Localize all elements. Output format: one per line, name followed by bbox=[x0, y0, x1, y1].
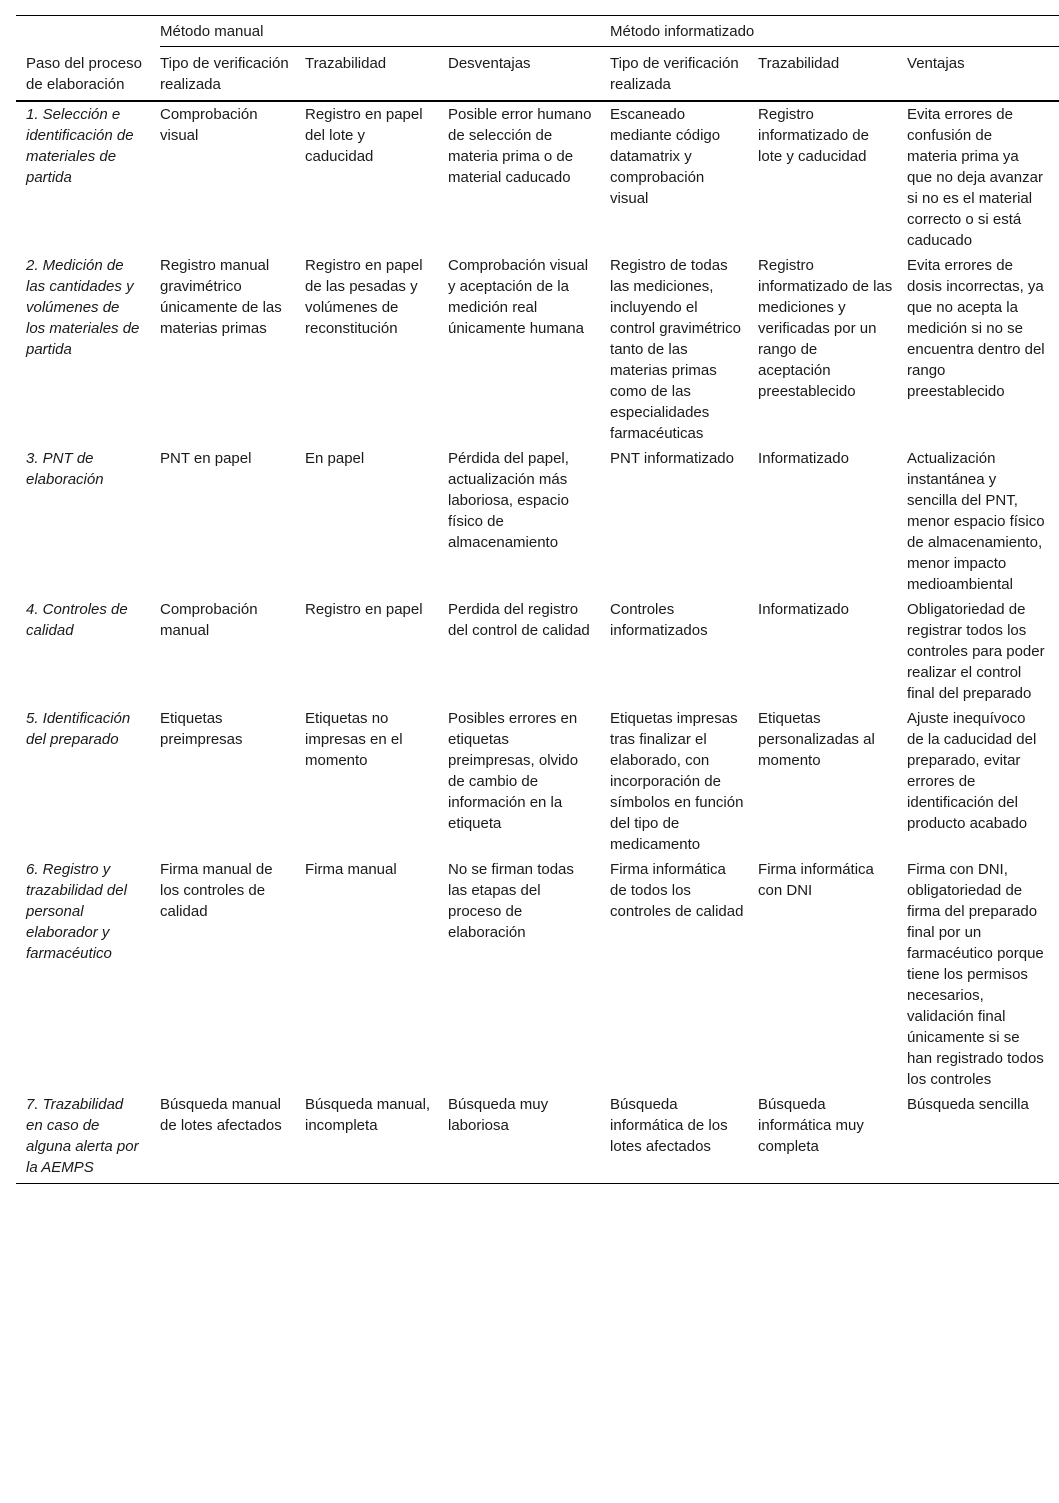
manual-desventajas-cell: Posibles errores en etiquetas preimpresas, olvido de cambio de información en la etiqueta bbox=[448, 710, 579, 832]
group-header-row bbox=[16, 16, 1059, 47]
step-cell: 4. Controles de calidad bbox=[26, 601, 128, 639]
group-header-manual: Método manual bbox=[160, 16, 610, 47]
manual-desventajas-cell: Comprobación visual y aceptación de la medición real únicamente humana bbox=[448, 257, 589, 337]
info-trazabilidad-cell: Informatizado bbox=[758, 450, 849, 467]
manual-desventajas-cell: Posible error humano de selección de materia prima o de material caducado bbox=[448, 106, 592, 186]
manual-desventajas-cell: Perdida del registro del control de calidad bbox=[448, 601, 590, 639]
info-tipo-cell: Registro de todas las mediciones, incluyendo el control gravimétrico tanto de las materias primas como de las especialidades farmacéuticas bbox=[610, 257, 741, 442]
group-header-informatizado: Método informatizado bbox=[610, 16, 1059, 47]
step-cell: 2. Medición de las cantidades y volúmenes de los materiales de partida bbox=[26, 257, 140, 358]
info-ventajas-cell: Búsqueda sencilla bbox=[907, 1093, 1059, 1184]
manual-trazabilidad-cell: Registro en papel de las pesadas y volúmenes de reconstitución bbox=[305, 257, 423, 337]
column-header-info-trazabilidad: Trazabilidad bbox=[758, 47, 907, 102]
manual-tipo-cell: Firma manual de los controles de calidad bbox=[160, 861, 273, 920]
info-ventajas-cell: Evita errores de confusión de materia prima ya que no deja avanzar si no es el material correcto o si está caducado bbox=[907, 106, 1043, 249]
info-ventajas-cell: Firma con DNI, obligatoriedad de firma del preparado final por un farmacéutico porque tiene los permisos necesarios, validación final únicamente si se han registrado todos los controles bbox=[907, 861, 1044, 1088]
manual-trazabilidad-cell: Registro en papel del lote y caducidad bbox=[305, 106, 423, 165]
step-cell: 7. Trazabilidad en caso de alguna alerta por la AEMPS bbox=[16, 1093, 160, 1184]
table-header bbox=[16, 16, 1059, 102]
column-header-step: Paso del proceso de elaboración bbox=[16, 47, 160, 102]
column-header-manual-desventajas: Desventajas bbox=[448, 47, 610, 102]
manual-tipo-cell: PNT en papel bbox=[160, 450, 252, 467]
table-row bbox=[16, 101, 1059, 254]
manual-desventajas-cell: Búsqueda muy laboriosa bbox=[448, 1093, 610, 1184]
table-row bbox=[16, 707, 1059, 858]
info-tipo-cell: Escaneado mediante código datamatrix y comprobación visual bbox=[610, 106, 721, 207]
info-ventajas-cell: Ajuste inequívoco de la caducidad del preparado, evitar errores de identificación del producto acabado bbox=[907, 710, 1037, 832]
step-cell: 1. Selección e identificación de materiales de partida bbox=[26, 106, 134, 186]
manual-desventajas-cell: Pérdida del papel, actualización más laboriosa, espacio físico de almacenamiento bbox=[448, 450, 569, 551]
info-tipo-cell: PNT informatizado bbox=[610, 450, 734, 467]
info-tipo-cell: Controles informatizados bbox=[610, 601, 708, 639]
manual-tipo-cell: Comprobación visual bbox=[160, 106, 258, 144]
info-tipo-cell: Etiquetas impresas tras finalizar el elaborado, con incorporación de símbolos en función del tipo de medicamento bbox=[610, 710, 744, 853]
manual-trazabilidad-cell: En papel bbox=[305, 450, 365, 467]
info-trazabilidad-cell: Registro informatizado de las mediciones y verificadas por un rango de aceptación preestablecido bbox=[758, 257, 893, 400]
manual-tipo-cell: Comprobación manual bbox=[160, 601, 258, 639]
comparison-table bbox=[16, 15, 1059, 1184]
column-header-info-ventajas: Ventajas bbox=[907, 47, 1059, 102]
info-trazabilidad-cell: Informatizado bbox=[758, 601, 849, 618]
table-row bbox=[16, 858, 1059, 1093]
step-cell: 5. Identificación del preparado bbox=[26, 710, 131, 748]
info-ventajas-cell: Actualización instantánea y sencilla del PNT, menor espacio físico de almacenamiento, menor impacto medioambiental bbox=[907, 450, 1045, 593]
info-trazabilidad-cell: Búsqueda informática muy completa bbox=[758, 1093, 907, 1184]
table-body bbox=[16, 101, 1059, 1184]
column-header-manual-trazabilidad: Trazabilidad bbox=[305, 47, 448, 102]
table-row bbox=[16, 598, 1059, 707]
manual-trazabilidad-cell: Etiquetas no impresas en el momento bbox=[305, 710, 403, 769]
info-tipo-cell: Firma informática de todos los controles de calidad bbox=[610, 861, 744, 920]
table-row bbox=[16, 254, 1059, 447]
info-trazabilidad-cell: Etiquetas personalizadas al momento bbox=[758, 710, 875, 769]
info-trazabilidad-cell: Registro informatizado de lote y caducidad bbox=[758, 106, 869, 165]
info-tipo-cell: Búsqueda informática de los lotes afectados bbox=[610, 1093, 758, 1184]
info-trazabilidad-cell: Firma informática con DNI bbox=[758, 861, 874, 899]
manual-trazabilidad-cell: Firma manual bbox=[305, 861, 397, 878]
step-cell: 6. Registro y trazabilidad del personal elaborador y farmacéutico bbox=[26, 861, 127, 962]
empty-header-cell bbox=[16, 16, 160, 47]
column-header-info-tipo: Tipo de verificación realizada bbox=[610, 47, 758, 102]
column-header-manual-tipo: Tipo de verificación realizada bbox=[160, 47, 305, 102]
manual-tipo-cell: Búsqueda manual de lotes afectados bbox=[160, 1093, 305, 1184]
table-row bbox=[16, 1093, 1059, 1184]
table-row bbox=[16, 447, 1059, 598]
step-cell: 3. PNT de elaboración bbox=[26, 450, 104, 488]
manual-trazabilidad-cell: Búsqueda manual, incompleta bbox=[305, 1093, 448, 1184]
manual-tipo-cell: Etiquetas preimpresas bbox=[160, 710, 243, 748]
manual-trazabilidad-cell: Registro en papel bbox=[305, 601, 423, 618]
manual-tipo-cell: Registro manual gravimétrico únicamente de las materias primas bbox=[160, 257, 282, 337]
info-ventajas-cell: Evita errores de dosis incorrectas, ya que no acepta la medición si no se encuentra dentro del rango preestablecido bbox=[907, 257, 1045, 400]
info-ventajas-cell: Obligatoriedad de registrar todos los controles para poder realizar el control final del preparado bbox=[907, 601, 1045, 702]
column-header-row bbox=[16, 47, 1059, 102]
manual-desventajas-cell: No se firman todas las etapas del proceso de elaboración bbox=[448, 861, 574, 941]
